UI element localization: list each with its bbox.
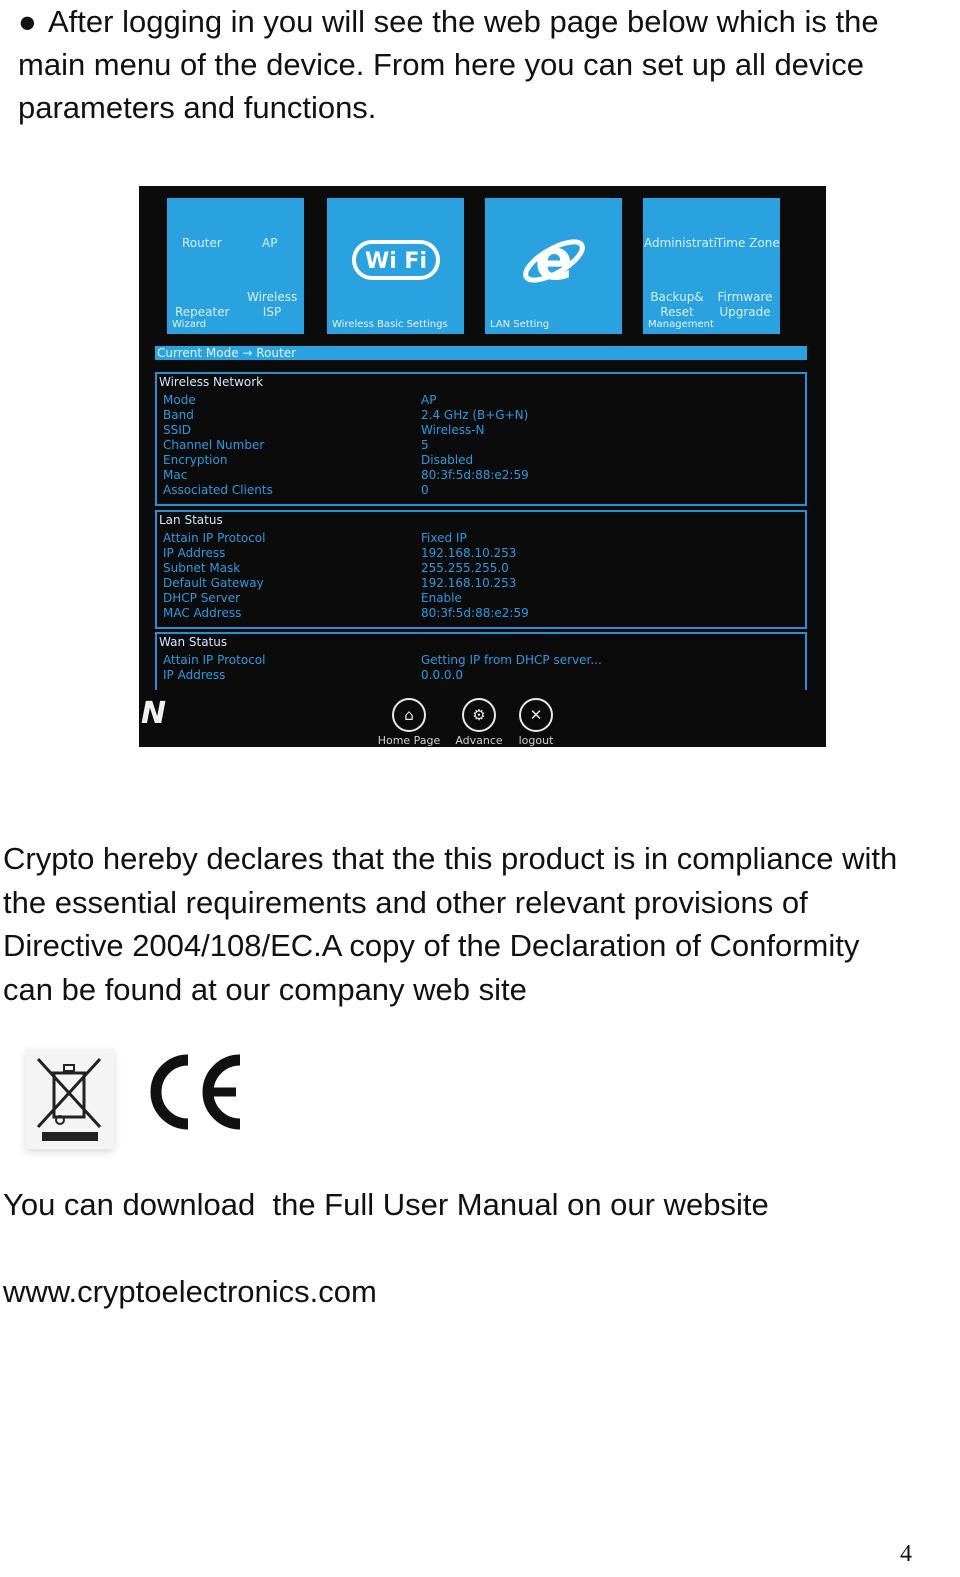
lan-status-panel (155, 510, 807, 629)
info-row (163, 591, 783, 606)
management-tile[interactable] (643, 198, 780, 334)
info-value: 80:3f:5d:88:e2:59 (421, 468, 529, 482)
tile-item[interactable]: Wireless ISP (247, 290, 298, 319)
intro-line: After logging in you will see the web page below which is the (48, 4, 879, 39)
brand-logo: N (141, 696, 167, 731)
panel-title: Lan Status (159, 513, 223, 527)
info-value: 0 (421, 483, 429, 497)
info-row (163, 576, 783, 591)
info-row (163, 668, 783, 683)
info-key: Mode (163, 393, 196, 407)
nav-label: logout (518, 734, 554, 747)
tile-caption: Management (648, 319, 714, 330)
ce-mark-icon (148, 1052, 248, 1137)
panel-title: Wireless Network (159, 375, 264, 389)
info-value: 192.168.10.253 (421, 546, 517, 560)
ie-logo-text: e (534, 228, 573, 293)
weee-bin-icon (26, 1049, 114, 1149)
download-text: You can download the Full User Manual on our website (3, 1187, 769, 1222)
info-row (163, 483, 783, 498)
wifi-logo-text: Wi Fi (364, 249, 427, 274)
info-key: Band (163, 408, 194, 422)
bullet: ● (18, 4, 37, 39)
declaration-line: the essential requirements and other relevant provisions of (3, 884, 808, 920)
info-key: Default Gateway (163, 576, 264, 590)
nav-label: Advance (455, 734, 503, 747)
info-value: 80:3f:5d:88:e2:59 (421, 606, 529, 620)
info-value: Enable (421, 591, 462, 605)
info-key: Attain IP Protocol (163, 531, 266, 545)
info-row (163, 438, 783, 453)
current-mode-bar: Current Mode → Router (155, 346, 807, 360)
info-row (163, 453, 783, 468)
info-value: 0.0.0.0 (421, 668, 463, 682)
nav-label: Home Page (377, 734, 441, 747)
info-row (163, 531, 783, 546)
info-key: Channel Number (163, 438, 265, 452)
intro-line: parameters and functions. (18, 90, 377, 125)
declaration-line: can be found at our company web site (3, 971, 527, 1007)
info-row (163, 561, 783, 576)
tile-item[interactable]: Firmware Upgrade (717, 290, 773, 319)
panel-title: Wan Status (159, 635, 228, 649)
home-icon: ⌂ (392, 698, 426, 732)
info-row (163, 606, 783, 621)
info-key: Associated Clients (163, 483, 273, 497)
info-key: Mac (163, 468, 188, 482)
declaration-paragraph (3, 837, 958, 1011)
tile-caption: Wireless Basic Settings (332, 319, 448, 330)
info-row (163, 546, 783, 561)
info-value: AP (421, 393, 437, 407)
info-row (163, 468, 783, 483)
internet-explorer-icon (485, 206, 622, 314)
tile-caption: Wizard (172, 319, 207, 330)
declaration-line: Crypto hereby declares that the this product is in compliance with (3, 841, 898, 876)
wireless-basic-settings-tile[interactable] (327, 198, 464, 334)
tile-item[interactable]: AP (262, 236, 278, 250)
page-number: 4 (900, 1541, 912, 1567)
info-key: Subnet Mask (163, 561, 241, 575)
wizard-tile[interactable] (167, 198, 304, 334)
info-key: MAC Address (163, 606, 242, 620)
info-value: Disabled (421, 453, 474, 467)
logout-button[interactable] (501, 698, 571, 747)
info-value: Wireless-N (421, 423, 485, 437)
intro-paragraph (18, 0, 948, 129)
info-value: Getting IP from DHCP server... (421, 653, 602, 667)
info-value: 5 (421, 438, 429, 452)
gear-icon: ⚙ (462, 698, 496, 732)
tile-caption: LAN Setting (490, 319, 550, 330)
close-icon: ✕ (519, 698, 553, 732)
info-value: 2.4 GHz (B+G+N) (421, 408, 529, 422)
router-menu-screenshot (139, 186, 826, 747)
info-key: Encryption (163, 453, 228, 467)
tile-item[interactable]: Administrati (644, 236, 717, 250)
info-value: Fixed IP (421, 531, 467, 545)
info-key: SSID (163, 423, 192, 437)
info-value: 192.168.10.253 (421, 576, 517, 590)
tile-item[interactable]: Time Zone (716, 236, 780, 250)
info-row (163, 653, 783, 668)
info-key: DHCP Server (163, 591, 241, 605)
info-key: IP Address (163, 668, 226, 682)
tile-item[interactable]: Backup& Reset (650, 290, 704, 319)
info-row (163, 408, 783, 423)
info-row (163, 423, 783, 438)
wireless-network-panel (155, 372, 807, 506)
website-link[interactable]: www.cryptoelectronics.com (3, 1274, 377, 1309)
info-value: 255.255.255.0 (421, 561, 509, 575)
intro-line: main menu of the device. From here you can set up all device (18, 47, 865, 82)
info-key: Attain IP Protocol (163, 653, 266, 667)
lan-setting-tile[interactable] (485, 198, 622, 334)
tile-item[interactable]: Repeater (175, 305, 230, 319)
declaration-line: Directive 2004/108/EC.A copy of the Declaration of Conformity (3, 928, 860, 963)
wifi-icon (327, 206, 464, 314)
home-page-button[interactable] (374, 698, 444, 747)
tile-item[interactable]: Router (182, 236, 222, 250)
info-row (163, 393, 783, 408)
info-key: IP Address (163, 546, 226, 560)
